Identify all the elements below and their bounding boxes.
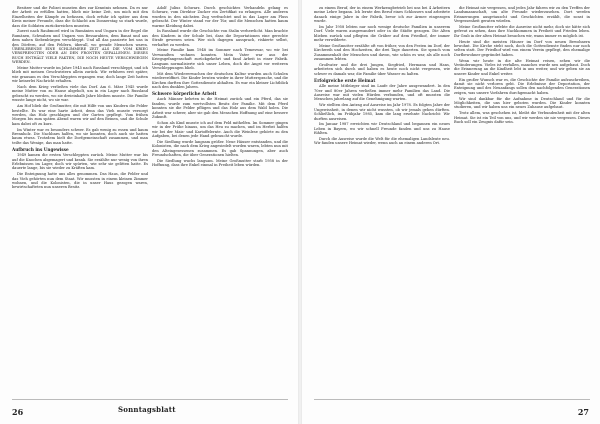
section-heading: Erfolgreiche erste Heimat xyxy=(314,78,376,84)
page-number-left: 26 xyxy=(12,407,24,417)
footer-rule-left xyxy=(12,399,288,400)
paragraph: Ein großer Wunsch war es, die Geschichte der Familie aufzuschreiben, damit sie nicht verloren geht. Die Erlebnisse der Deportation, der Enteignung und des Neuanfangs sollen den nachfolgenden Generationen zeigen, was unsere Vorfahren durchgemacht haben. xyxy=(454,77,590,95)
paragraph: Die Enteignung hatte uns alles genommen. Das Haus, die Felder und das Vieh gehörten nun dem Staat. Wir mussten in einem kleinen Zimmer wohnen, und die Kolonisten, die in unser Haus gezogen waren, bewirtschafteten nun unseren Besitz. xyxy=(12,172,148,190)
paragraph: Im Winter war es besonders schwer. Es gab wenig zu essen und kaum Brennholz. Die Nachbarn halfen, wo sie konnten, doch auch sie hatten kaum etwas. Trotzdem hielt die Dorfgemeinschaft zusammen, und man teilte das Wenige, das man hatte. xyxy=(12,127,148,145)
paragraph: Zuerst nach Raubmord wird in Rumänien und Ungarn in der Regel die Rumänen, Schwaben und Ungarn von Bessarabien, dem Banat und aus dem nahen Siebenbürgen verschleppt. Und all das passierte bei uns in den Dörfern, auf den Feldern, überall, wo gerade Menschen waren. ÜBERLEBENDE EINE SCHLIMMERE ZEIT ALS DIE VOM KRIEG VERSPRENGTEN ODER AN DEN FRONTEN GEFALLENEN. DIESES BUCH ENTHÄLT VIELE FAKTEN, DIE NOCH HEUTE VERSCHWIEGEN WERDEN. xyxy=(12,29,148,65)
paragraph: Meine Großmutter erzählte oft von früher, von den Festen im Dorf, der Kirchweih und den Hochzeiten, die drei Tage dauerten. Sie sprach vom Zusammenhalt der Menschen und davon, wie schön es war, als alle noch zusammen lebten. xyxy=(314,44,450,62)
paragraph: Die Siedlung wurde langsam größer. Neue Häuser entstanden, und die Kolonisten, die nach dem Krieg angesiedelt worden waren, lebten nun mit den Alteingesessenen zusammen. Es gab Spannungen, aber auch Freundschaften, die über Generationen hielten. xyxy=(152,139,288,158)
left-page xyxy=(0,0,298,424)
paragraph: zu einem Beruf, der in einem Werkzeugbetrieb bei uns bei 4 Arbeitern meine Lehre begann. Ich lernte den Beruf eines Schlossers und arbeitete danach einige Jahre in der Fabrik, bevor ich zur Armee eingezogen wurde. xyxy=(314,6,450,24)
paragraph: Großvater und die drei Jungen, Siegfried, Hermann und Hans, arbeiteten sich durch und haben es heute noch nicht vergessen, wie schwer es damals war, die Familie über Wasser zu halten. xyxy=(314,63,450,76)
paragraph: Adolf Julius Schwarz. Durch geschicktes Verhandeln gelang es Schwarz, vom Direktor Zucker ein Zertifikat zu erlangen. Alle anderen wurden in den nächsten Zug verfrachtet und in das Lager am Fluss gebracht. Der Winter stand vor der Tür, und die Menschen hatten kaum warme Kleidung dabei. xyxy=(152,6,288,28)
paragraph: Mit dem Wiedererwachen der deutschen Kultur wurden auch Schulen wiedereröffnet. Die Kinder lernten wieder in ihrer Muttersprache, und die Kirchen durften ihre Gottesdienste abhalten. Es war ein kleiner Lichtblick nach den dunklen Jahren. xyxy=(152,71,288,90)
paragraph: Im Jahr 1958 lebten nur noch wenige deutsche Familien in unserem Dorf. Viele waren ausgewandert oder in die Städte gezogen. Die Alten blieben zurück und pflegten die Gräber auf dem Friedhof, der immer mehr verwilderte. xyxy=(314,25,450,43)
left-page-column-2 xyxy=(152,6,288,390)
paragraph: 1949 kamen die ersten Verschleppten zurück. Meine Mutter war bis auf die Knochen abgemagert und krank. Sie erzählte nur wenig von ihren Erlebnissen im Lager, doch wir spürten, wie sehr sie gelitten hatte. Es dauerte lange, bis sie wieder zu Kräften kam. xyxy=(12,153,148,171)
paragraph: Nach dem Krieg verließen viele das Dorf. Am 6. März 1945 wurde meine Mutter von zu Hause abgeholt, um in ein Lager nach Russland gebracht zu werden, wo sie dreieinhalb Jahre bleiben musste. Die Familie wusste lange nicht, wo sie war. xyxy=(12,85,148,103)
footer-rule-right xyxy=(314,399,590,400)
section-heading: Schwere körperliche Arbeit xyxy=(152,91,217,97)
paragraph: Besitzer und die Polizei mussten dies zur Kenntnis nehmen. Da es nur der Arbeit zu erfüllen hatten, blieb mir keine Zeit, um mich mit den Einzelheiten der Kämpfe zu befassen, doch erfuhr ich später aus dem Kreis meiner Freunde, dass die Schlacht am Donnerstag so stark wurde, dass die Soldaten zurückweichen mussten. xyxy=(12,6,148,28)
left-page-column-1 xyxy=(12,6,148,390)
paragraph: Wir stellten den Antrag auf Ausreise im Jahr 1978. Es folgten Jahre der Ungewissheit, in denen wir nicht wussten, ob wir jemals gehen dürften. Schließlich, im Frühjahr 1985, kam die lang ersehnte Nachricht: Wir durften ausreisen. xyxy=(314,103,450,121)
paragraph: Heute sind die meisten Häuser im Dorf von neuen Bewohnern bewohnt. Die Kirche steht noch, doch die Gottesdienste finden nur noch selten statt. Der Friedhof wird von einem Verein gepflegt, den ehemalige Dorfbewohner gegründet haben. xyxy=(454,39,590,57)
right-page xyxy=(302,0,600,424)
paragraph: Meine Familie kam 1948 im Sommer nach Temeswar, wo wir bei Verwandten wohnen konnten. Mein Vater war aus der Kriegsgefangenschaft zurückgekehrt und fand Arbeit in einer Fabrik. Langsam normalisierte sich unser Leben, doch die Angst vor weiteren Verschleppungen blieb. xyxy=(152,48,288,71)
paragraph: Am Hof blieb die Großmutter, die mit Hilfe von uns Kindern die Felder bestellte. Es war eine harte Arbeit, denn das Vieh musste versorgt werden, das Holz geschlagen und der Garten gepflegt. Vom frühen Morgen bis zum späten Abend waren wir auf den Beinen, und die Schule kam dabei oft zu kurz. xyxy=(12,104,148,126)
page-number-right: 27 xyxy=(577,407,589,417)
right-page-column-1 xyxy=(314,6,450,390)
paragraph: In Russland wurde die Geschichte von Stalin verherrlicht. Man brachte den Kindern in der Schule bei, dass die Deportationen eine gerechte Strafe gewesen seien. Wer sich dagegen aussprach, riskierte selbst, verhaftet zu werden. xyxy=(152,29,288,47)
paragraph: die Heimat nie vergessen, und jedes Jahr fahren wir zu den Treffen der Landsmannschaft, um alte Freunde wiederzusehen. Dort werden Erinnerungen ausgetauscht und Geschichten erzählt, die sonst in Vergessenheit geraten würden. xyxy=(454,6,590,24)
paragraph: Meine Mutter wurde im Jahre 1945 nach Russland verschleppt, und ich blieb mit meinen Geschwistern allein zurück. Wir erfuhren erst später, wie grausam es den Verschleppten ergangen war, doch lange Zeit hatten wir keinerlei Nachricht erhalten. xyxy=(12,66,148,84)
section-heading: Aufbruch ins Ungewisse xyxy=(12,147,69,153)
paragraph: Durch die Ausreise wurde die Welt für die ehemaligen Landsleute neu. Wir fanden unsere Heimat wieder, wenn auch an einem anderen Ort. xyxy=(314,136,450,146)
right-page-column-2 xyxy=(454,6,590,390)
paragraph: Trotz allem, was geschehen ist, bleibt die Verbundenheit mit der alten Heimat. Sie ist ein Teil von uns, und wir werden sie nie vergessen. Dieses Buch soll ein Zeugnis dafür sein. xyxy=(454,111,590,125)
paragraph: Meine Großmutter erlebte die Ausreise nicht mehr, doch sie hätte sich gefreut zu sehen, dass ihre Nachkommen in Freiheit und Frieden leben. Ihr Grab in der alten Heimat besuchen wir, wann immer es möglich ist. xyxy=(454,25,590,38)
paragraph: Wenn wir heute in die alte Heimat reisen, sehen wir die Veränderungen. Vieles ist verfallen, manches wurde neu aufgebaut. Doch die Erinnerung an die Kindheit lebt in uns weiter, und wir geben sie an unsere Kinder und Enkel weiter. xyxy=(454,58,590,76)
paragraph: Schon als Kind musste ich auf dem Feld mithelfen. Im Sommer gingen wir in der Frühe hinaus, um das Heu zu machen, und im Herbst halfen wir bei der Mais- und Kartoffelernte. Auch die Weinlese gehörte zu den Aufgaben, bei denen jede Hand gebraucht wurde. xyxy=(152,120,288,139)
paragraph: Alle meine Mitbürger sind im Laufe der Jahre ausgewandert. In den 70er und 80er Jahren verließen immer mehr Familien das Land. Die Ausreise war mit vielen Hürden verbunden, und oft mussten die Menschen jahrelang auf die Genehmigung warten. xyxy=(314,84,450,102)
paragraph: Im Januar 1987 erreichten wir Deutschland und begannen ein neues Leben in Bayern, wo wir schnell Freunde fanden und uns zu Hause fühlten. xyxy=(314,122,450,136)
paragraph: Auch Männer kehrten in die Heimat zurück und ein Pferd, das sie fanden, wurde zum wertvollsten Besitz der Familie. Mit dem Pferd konnten sie die Felder pflügen und das Holz aus dem Wald holen. Die Arbeit war schwer, aber sie gab den Menschen Hoffnung auf eine bessere Zukunft. xyxy=(152,97,288,120)
paragraph: Die Siedlung wuchs langsam. Meine Großmutter starb 1958 in der Hoffnung, dass ihre Enkel einmal in Freiheit leben würden. xyxy=(152,158,288,168)
publication-logo: Sonntagsblatt xyxy=(118,405,176,414)
paragraph: Wir sind dankbar für die Aufnahme in Deutschland und für die Möglichkeiten, die uns hier geboten wurden. Die Kinder konnten studieren, und wir haben uns ein neues Zuhause aufgebaut. xyxy=(454,96,590,110)
